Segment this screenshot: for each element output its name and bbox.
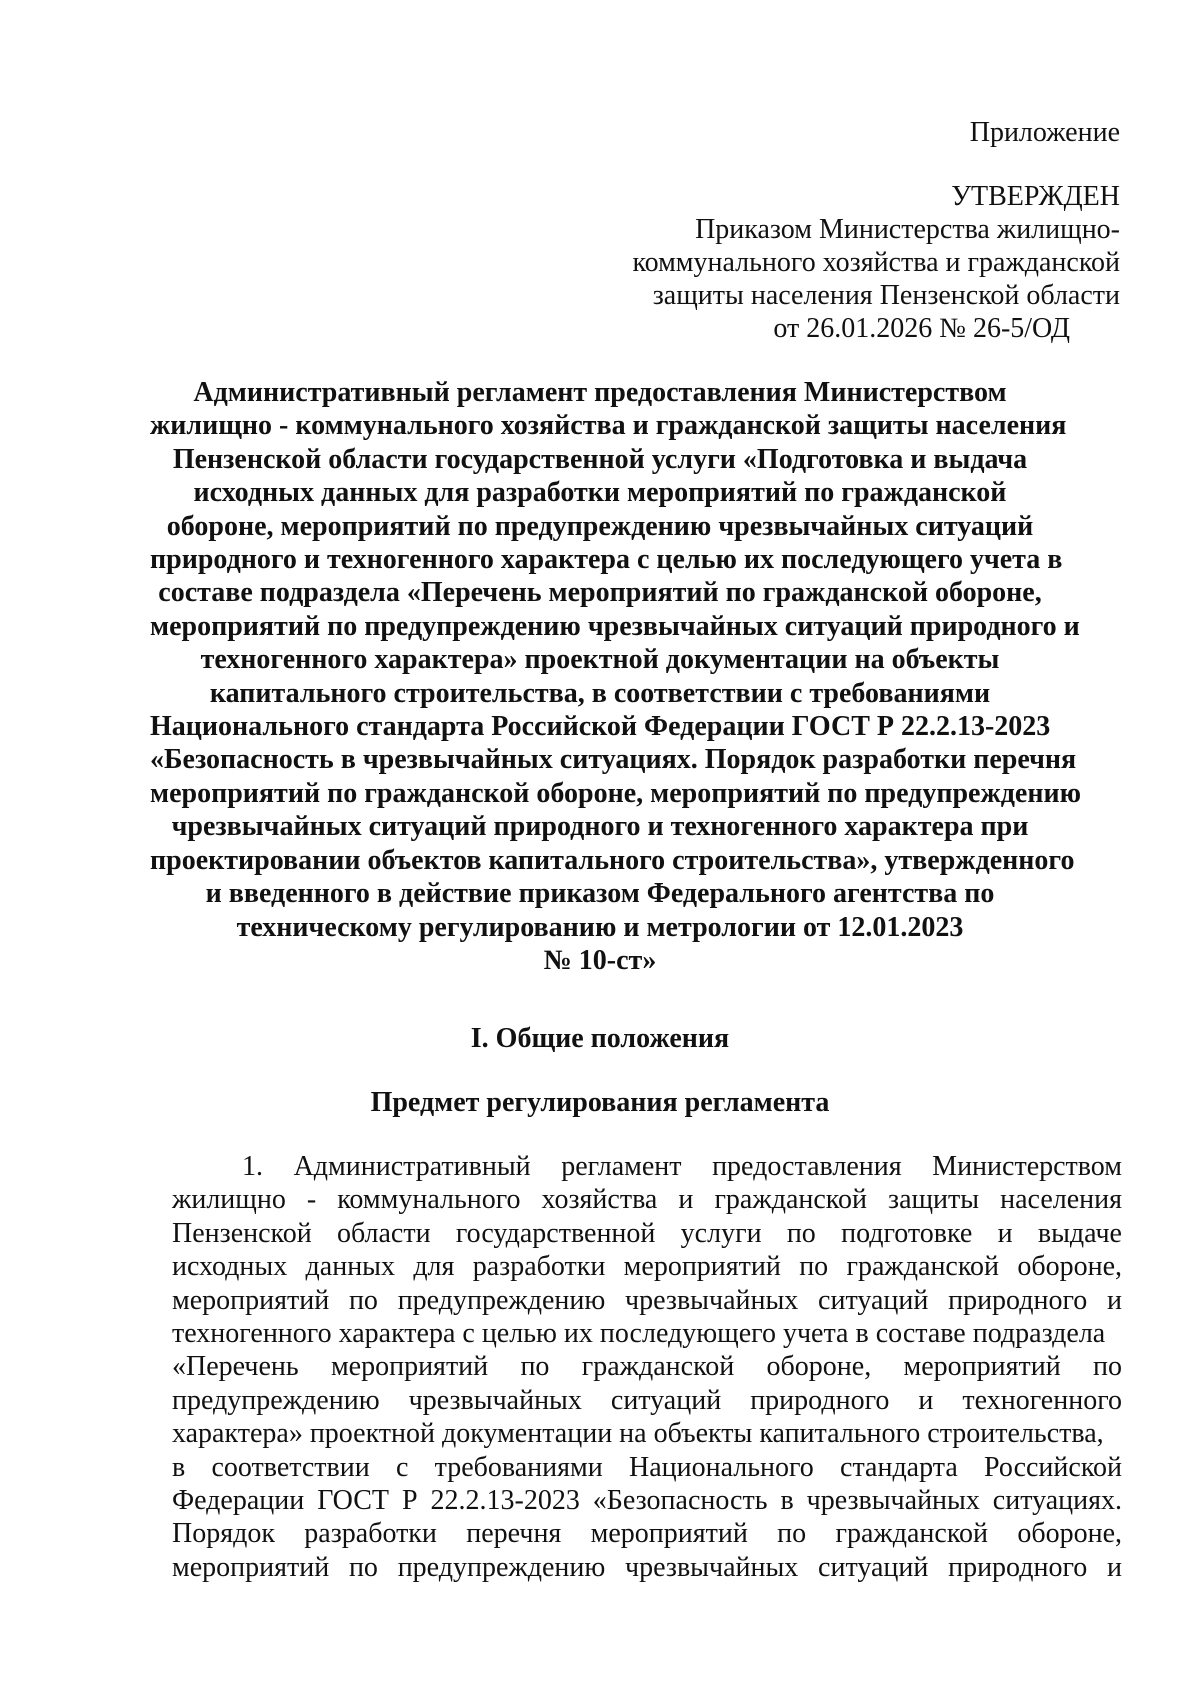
- paragraph-1: [172, 1150, 1122, 1584]
- title-line: исходных данных для разработки мероприятий по гражданской: [193, 477, 1007, 509]
- title-line: «Безопасность в чрезвычайных ситуациях. Порядок разработки перечня: [150, 744, 1077, 776]
- paragraph-line: характера» проектной документации на объекты капитального строительства,: [172, 1418, 1104, 1450]
- paragraph-line: 1. Административный регламент предоставления Министерством: [242, 1151, 1122, 1182]
- title-line: мероприятий по предупреждению чрезвычайных ситуаций природного и: [150, 610, 1080, 642]
- approval-block: [560, 180, 1120, 345]
- title-line: жилищно - коммунального хозяйства и гражданской защиты населения: [150, 410, 1067, 442]
- paragraph-line: жилищно - коммунального хозяйства и гражданской защиты населения: [172, 1184, 1122, 1216]
- paragraph-line: в соответствии с требованиями Национального стандарта Российской: [172, 1451, 1122, 1483]
- paragraph-line: Пензенской области государственной услуги по подготовке и выдаче: [172, 1217, 1122, 1249]
- title-line: техногенного характера» проектной документации на объекты: [200, 644, 1000, 676]
- section-heading: I. Общие положения: [470, 1023, 730, 1054]
- order-line: коммунального хозяйства и гражданской: [632, 247, 1120, 278]
- title-line: природного и техногенного характера с целью их последующего учета в: [150, 544, 1063, 576]
- title-line: обороне, мероприятий по предупреждению чрезвычайных ситуаций: [166, 510, 1034, 542]
- appendix-label: Приложение: [969, 117, 1120, 148]
- title-line: составе подраздела «Перечень мероприятий по гражданской обороне,: [158, 577, 1042, 609]
- order-date-number: от 26.01.2026 № 26-5/ОД: [773, 313, 1070, 344]
- paragraph-line: техногенного характера с целью их последующего учета в составе подраздела: [172, 1318, 1106, 1350]
- title-line: чрезвычайных ситуаций природного и техногенного характера при: [171, 811, 1029, 843]
- paragraph-line: «Перечень мероприятий по гражданской обороне, мероприятий по: [172, 1351, 1122, 1383]
- paragraph-line: мероприятий по предупреждению чрезвычайных ситуаций природного и: [172, 1284, 1122, 1316]
- title-line: Административный регламент предоставления Министерством: [193, 377, 1007, 408]
- paragraph-line: Федерации ГОСТ Р 22.2.13-2023 «Безопасность в чрезвычайных ситуациях.: [172, 1485, 1122, 1517]
- subsection-heading: Предмет регулирования регламента: [370, 1087, 830, 1118]
- title-line: и введенного в действие приказом Федерального агентства по: [205, 878, 995, 910]
- paragraph-line: исходных данных для разработки мероприятий по гражданской обороне,: [172, 1251, 1122, 1283]
- document-title: [150, 376, 1082, 977]
- title-line: Национального стандарта Российской Федерации ГОСТ Р 22.2.13-2023: [150, 711, 1051, 743]
- title-line: мероприятий по гражданской обороне, мероприятий по предупреждению: [150, 777, 1082, 809]
- title-line: № 10-ст»: [543, 944, 657, 976]
- title-line: капитального строительства, в соответствии с требованиями: [209, 677, 991, 709]
- title-line: проектировании объектов капитального строительства», утвержденного: [150, 844, 1075, 876]
- paragraph-line: предупреждению чрезвычайных ситуаций природного и техногенного: [172, 1384, 1122, 1416]
- title-line: техническому регулированию и метрологии от 12.01.2023: [236, 911, 964, 943]
- paragraph-line: Порядок разработки перечня мероприятий по гражданской обороне,: [172, 1518, 1122, 1550]
- approved-stamp-text: УТВЕРЖДЕН: [951, 181, 1120, 212]
- order-line: защиты населения Пензенской области: [652, 280, 1120, 311]
- title-line: Пензенской области государственной услуги «Подготовка и выдача: [172, 443, 1028, 475]
- order-line: Приказом Министерства жилищно-: [695, 214, 1120, 245]
- paragraph-line: мероприятий по предупреждению чрезвычайных ситуаций природного и: [172, 1551, 1122, 1583]
